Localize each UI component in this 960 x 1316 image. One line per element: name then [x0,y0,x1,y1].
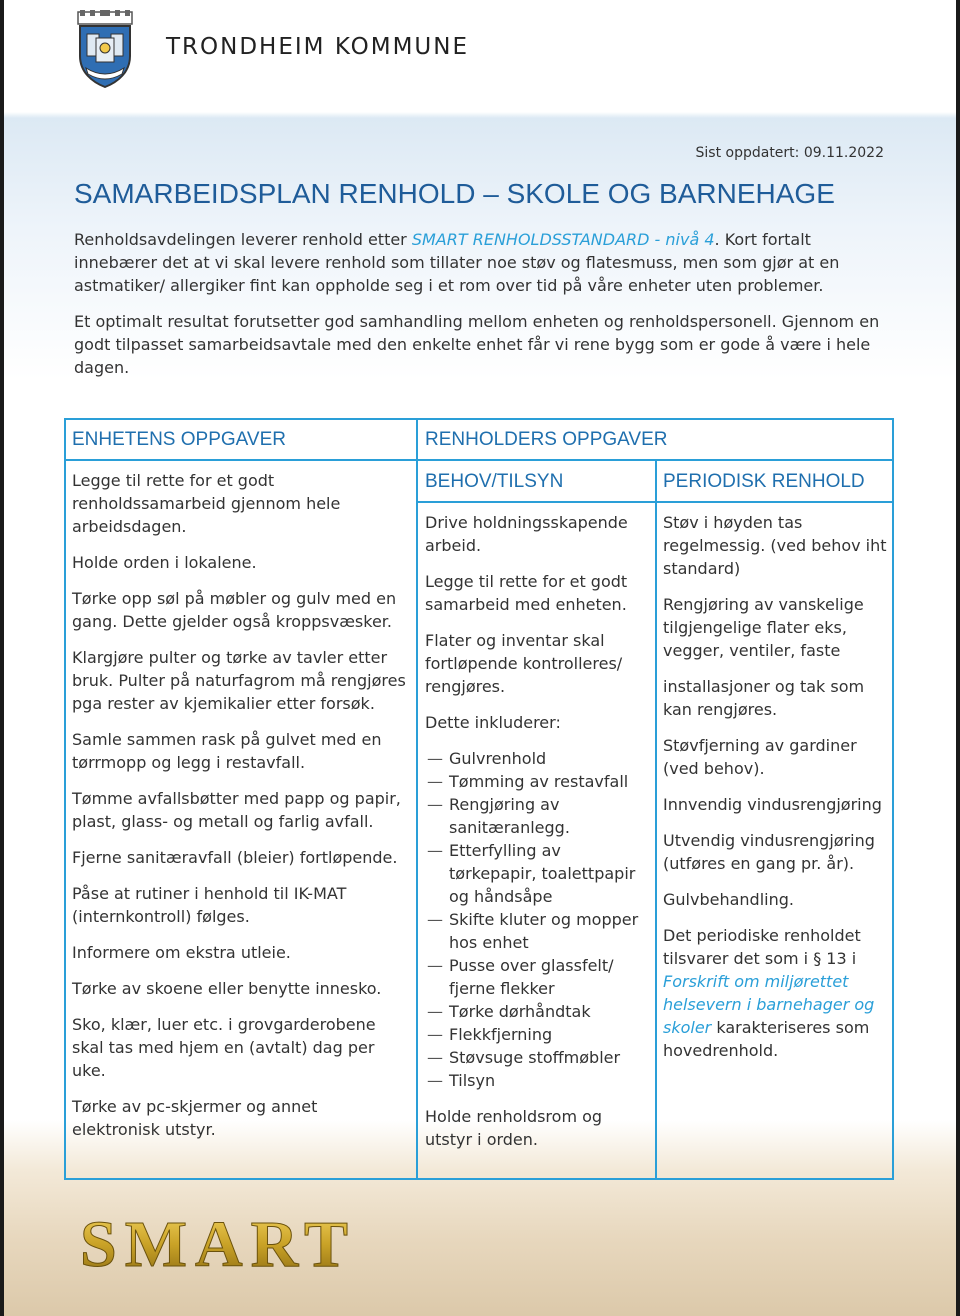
smart-logo-text: SMART [80,1208,357,1278]
enhetens-column [72,469,407,1154]
behov-item: Legge til rette for et godt samarbeid med enheten. [425,572,628,614]
right-edge [956,0,960,1316]
periodisk-item: Utvendig vindusrengjøring (utføres en gang pr. år). [663,831,875,873]
enhetens-item: Påse at rutiner i henhold til IK-MAT (internkontroll) følges. [72,884,347,926]
enhetens-item: Sko, klær, luer etc. i grovgarderobene skal tas med hjem en (avtalt) dag per uke. [72,1015,376,1080]
behov-item: Drive holdningsskapende arbeid. [425,513,628,555]
dash-bullet: — [427,1048,443,1067]
page-title: SAMARBEIDSPLAN RENHOLD – SKOLE OG BARNEHAGE [74,178,835,209]
enhetens-item: Legge til rette for et godt renholdssamarbeid gjennom hele arbeidsdagen. [72,471,341,536]
organization-name: TRONDHEIM KOMMUNE [166,34,470,60]
dash-bullet: — [427,956,443,975]
intro-paragraph-2: Et optimalt resultat forutsetter god samhandling mellom enheten og renholdspersonell. Gjennom en godt tilpasset samarbeidsavtale med den enkelte enhet får vi rene bygg som er gode å være i hele dagen. [74,312,880,377]
periodisk-column [663,511,887,1075]
standard-link[interactable]: SMART RENHOLDSSTANDARD - nivå 4 [411,230,715,249]
dash-bullet: — [427,841,443,860]
enhetens-item: Tørke opp søl på møbler og gulv med en gang. Dette gjelder også kroppsvæsker. [72,589,397,631]
enhetens-item: Fjerne sanitæravfall (bleier) fortløpende. [72,848,398,867]
header-divider [64,459,894,461]
list-item: — Flekkfjerning [427,1025,553,1044]
list-item: — Pusse over glassfelt/ fjerne flekker [427,956,614,998]
coat-of-arms-icon [72,10,138,88]
dash-bullet: — [427,910,443,929]
enhetens-item: Tørke av pc-skjermer og annet elektronisk utstyr. [72,1097,318,1139]
enhetens-header: ENHETENS OPPGAVER [72,429,286,450]
behov-header: BEHOV/TILSYN [425,471,564,492]
subheader-divider [416,501,894,503]
behov-list [425,747,647,1092]
last-updated: Sist oppdatert: 09.11.2022 [695,145,884,161]
list-item: — Støvsuge stoffmøbler [427,1048,621,1067]
header [4,0,956,112]
behov-item: Dette inkluderer: [425,713,561,732]
periodisk-item: Innvendig vindusrengjøring [663,795,882,814]
column-divider-1 [416,418,418,1180]
periodisk-item: Rengjøring av vanskelige tilgjengelige flater eks, vegger, ventiler, faste [663,595,864,660]
intro-text-before: Renholdsavdelingen leverer renhold etter [74,230,412,249]
periodisk-header: PERIODISK RENHOLD [663,471,865,492]
forskrift-link[interactable]: Forskrift om miljørettet helsevern i barnehager og skoler [663,972,875,1037]
dash-bullet: — [427,1025,443,1044]
left-edge [0,0,4,1316]
behov-column [425,511,647,1164]
dash-bullet: — [427,1002,443,1021]
periodisk-item: Det periodiske renholdet tilsvarer det som i § 13 i Forskrift om miljørettet helsevern i barnehager og skoler karakteriseres som hovedrenhold. [663,926,875,1060]
behov-item: Holde renholdsrom og utstyr i orden. [425,1107,603,1149]
renholders-header: RENHOLDERS OPPGAVER [425,429,668,450]
smart-logo-icon [80,1208,380,1278]
dash-bullet: — [427,749,443,768]
dash-bullet: — [427,795,443,814]
periodisk-item: Støv i høyden tas regelmessig. (ved behov iht standard) [663,513,887,578]
behov-item: Flater og inventar skal fortløpende kontrolleres/ rengjøres. [425,631,623,696]
enhetens-item: Klargjøre pulter og tørke av tavler etter bruk. Pulter på naturfagrom må rengjøres pga rester av kjemikalier etter forsøk. [72,648,406,713]
periodisk-item: Gulvbehandling. [663,890,794,909]
intro-text-after: . Kort fortalt innebærer det at vi skal levere renhold som tillater noe støv og flatesmuss, men som gjør at en astmatiker/ allergiker fint kan oppholde seg i et rom over tid på våre enheter uten problemer. [74,230,840,295]
dash-bullet: — [427,1071,443,1090]
list-item: — Rengjøring av sanitæranlegg. [427,795,570,837]
enhetens-item: Informere om ekstra utleie. [72,943,291,962]
list-item: — Tørke dørhåndtak [427,1002,591,1021]
periodisk-item: Støvfjerning av gardiner (ved behov). [663,736,857,778]
list-item: — Tømming av restavfall [427,772,629,791]
intro-paragraph-1 [74,228,894,297]
enhetens-item: Holde orden i lokalene. [72,553,257,572]
enhetens-item: Samle sammen rask på gulvet med en tørrmopp og legg i restavfall. [72,730,382,772]
periodisk-item: installasjoner og tak som kan rengjøres. [663,677,865,719]
enhetens-item: Tømme avfallsbøtter med papp og papir, plast, glass- og metall og farlig avfall. [72,789,401,831]
list-item: — Tilsyn [427,1071,496,1090]
intro [74,228,894,392]
list-item: — Etterfylling av tørkepapir, toalettpapir og håndsåpe [427,841,636,906]
list-item: — Gulvrenhold [427,749,547,768]
list-item: — Skifte kluter og mopper hos enhet [427,910,639,952]
column-divider-2 [655,460,657,1180]
dash-bullet: — [427,772,443,791]
enhetens-item: Tørke av skoene eller benytte innesko. [72,979,382,998]
